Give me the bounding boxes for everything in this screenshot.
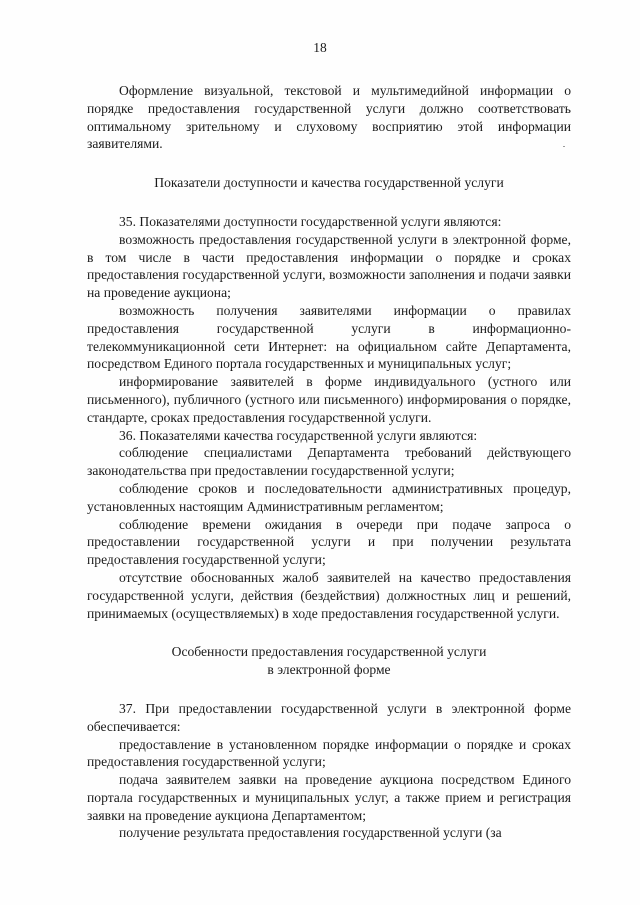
section-heading-electronic-line-1: Особенности предоставления государственной услуги [171, 644, 487, 660]
section-heading-electronic-line-2: в электронной форме [267, 662, 391, 678]
paragraph-35: 35. Показателями доступности государственной услуги являются: [119, 213, 502, 229]
paragraph-36-item-2: соблюдение сроков и последовательности административных процедур, установленных настоящим Административным регламентом; [87, 480, 571, 514]
paragraph-36-item-4: отсутствие обоснованных жалоб заявителей на качество предоставления государственной услуги, действия (бездействия) должностных лиц и решений, принимаемых (осуществляемых) в ходе предоставления государственной услуги. [87, 569, 571, 621]
page-number: 18 [313, 40, 327, 55]
paragraph-36-item-3: соблюдение времени ожидания в очереди при подаче запроса о предоставлении государственной услуги и при получении результата предоставления государственной услуги; [87, 516, 571, 568]
document-body [87, 82, 571, 842]
section-heading-electronic [87, 643, 571, 679]
scan-speck [563, 146, 565, 147]
section-heading-access-quality: Показатели доступности и качества государственной услуги [154, 175, 504, 191]
paragraph-37: 37. При предоставлении государственной услуги в электронной форме обеспечивается: [87, 700, 571, 734]
paragraph-36: 36. Показателями качества государственной услуги являются: [119, 427, 478, 443]
paragraph-36-item-1: соблюдение специалистами Департамента требований действующего законодательства при предоставлении государственной услуги; [87, 445, 571, 479]
paragraph-37-item-3: получение результата предоставления государственной услуги (за [119, 825, 502, 841]
paragraph-intro: Оформление визуальной, текстовой и мультимедийной информации о порядке предоставления государственной услуги должно соответствовать оптимальному зрительному и слуховому восприятию этой информации заявителями. [87, 83, 571, 152]
paragraph-35-item-1: возможность предоставления государственной услуги в электронной форме, в том числе в части предоставления информации о порядке и сроках предоставления государственной услуги, возможности заполнения и подачи заявки на проведение аукциона; [87, 231, 571, 301]
paragraph-35-item-3: информирование заявителей в форме индивидуального (устного или письменного), публичного (устного или письменного) информирования о порядке, стандарте, сроках предоставления государственной услуги. [87, 374, 571, 425]
paragraph-37-item-1: предоставление в установленном порядке информации о порядке и сроках предоставления государственной услуги; [87, 736, 571, 770]
paragraph-37-item-2: подача заявителем заявки на проведение аукциона посредством Единого портала государственных и муниципальных услуг, а также прием и регистрация заявки на проведение аукциона Департаментом; [87, 772, 571, 823]
paragraph-35-item-2: возможность получения заявителями информации о правилах предоставления государственной услуги в информационно-телекоммуникационной сети Интернет: на официальном сайте Департамента, посредством Единого портала государственных и муниципальных услуг; [87, 302, 571, 372]
